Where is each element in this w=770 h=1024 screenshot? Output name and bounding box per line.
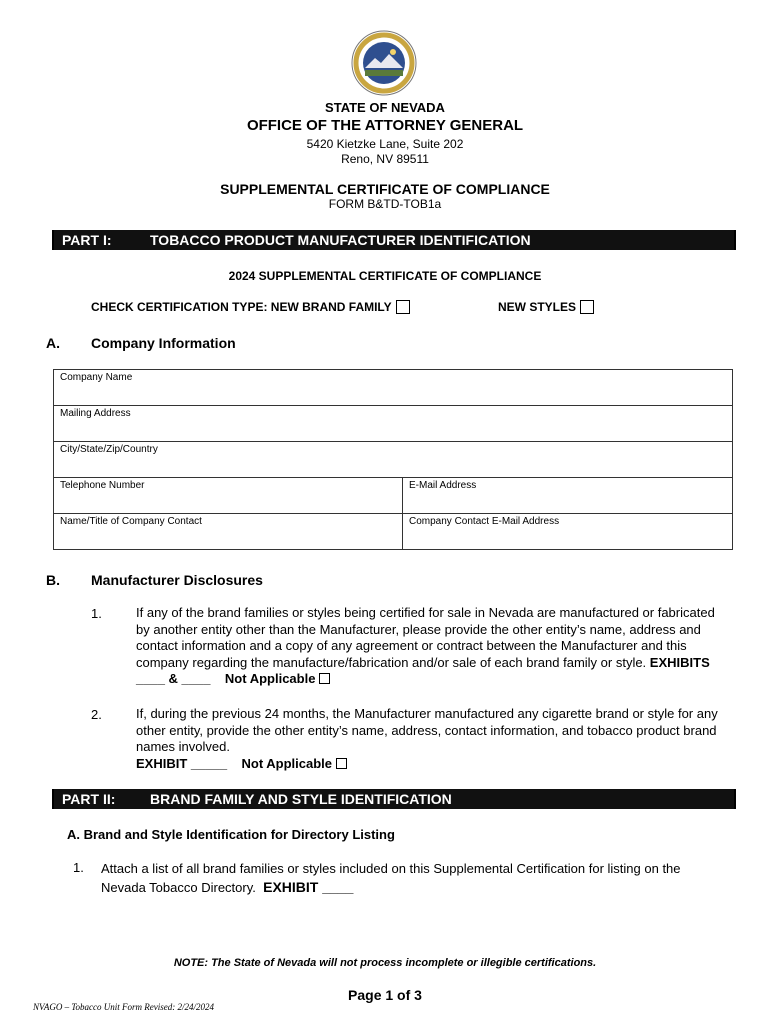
new-styles-label: NEW STYLES: [498, 300, 577, 314]
contact-name-label: Name/Title of Company Contact: [60, 516, 202, 527]
check-type-label: CHECK CERTIFICATION TYPE: NEW BRAND FAMILY: [91, 300, 392, 314]
address-line-1: 5420 Kietzke Lane, Suite 202: [306, 137, 464, 151]
note: NOTE: The State of Nevada will not process incomplete or illegible certifications.: [173, 957, 597, 969]
disclosure-1-text: If any of the brand families or styles being certified for sale in Nevada are manufactured or fabricated by another entity other than the Manufacturer, please provide the other entity’s name, address and contact information and a copy of any agreement or contract between the Manufacturer and this company regarding the manufacture/fabrication and/or sale of each brand family or style.: [136, 605, 715, 670]
part1-title: TOBACCO PRODUCT MANUFACTURER IDENTIFICATION: [150, 232, 531, 248]
part2-header-bar: [52, 789, 736, 809]
email-field[interactable]: [403, 478, 733, 514]
disclosure-1-exhibits: EXHIBITS ____ & ____: [136, 654, 710, 686]
disclosure-2-number: 2.: [91, 707, 102, 722]
telephone-field[interactable]: [54, 478, 403, 514]
part2-item-1-exhibit: EXHIBIT ____: [263, 879, 354, 895]
office-address: [0, 137, 770, 167]
telephone-label: Telephone Number: [60, 480, 145, 491]
part1-header-bar: [52, 230, 736, 250]
new-styles-checkbox[interactable]: [580, 300, 594, 314]
disclosure-2-not-applicable-checkbox[interactable]: [336, 758, 347, 769]
city-state-zip-field[interactable]: [54, 442, 733, 478]
contact-email-label: Company Contact E-Mail Address: [409, 516, 560, 527]
new-brand-family-checkbox[interactable]: [396, 300, 410, 314]
disclosure-1-number: 1.: [91, 606, 102, 621]
disclosure-2-text: If, during the previous 24 months, the Manufacturer manufactured any cigarette brand or style for any other entity, provide the other entity’s name, address, contact information, and tobacco product brand names involved.: [136, 706, 718, 754]
disclosure-2-exhibit: EXHIBIT _____: [136, 755, 228, 771]
part2-item-1-number: 1.: [73, 860, 84, 875]
part2-title: BRAND FAMILY AND STYLE IDENTIFICATION: [150, 791, 452, 807]
mailing-address-label: Mailing Address: [60, 408, 131, 419]
check-type-new-brand: [91, 300, 410, 314]
contact-email-field[interactable]: [403, 514, 733, 550]
mailing-address-field[interactable]: [54, 406, 733, 442]
disclosure-1-not-applicable-checkbox[interactable]: [319, 673, 330, 684]
part2-item-1-line2: Nevada Tobacco Directory.: [101, 880, 256, 895]
part2-subsection-a: A. Brand and Style Identification for Directory Listing: [67, 827, 395, 842]
form-number: FORM B&TD-TOB1a: [328, 197, 442, 211]
email-label: E-Mail Address: [409, 480, 477, 491]
section-b-letter: B.: [46, 572, 60, 588]
disclosure-2-not-applicable: Not Applicable: [241, 755, 333, 771]
part2-label: PART II:: [62, 791, 116, 807]
city-state-zip-label: City/State/Zip/Country: [60, 444, 158, 455]
page-number: Page 1 of 3: [348, 987, 422, 1003]
state-heading: STATE OF NEVADA: [325, 100, 445, 115]
part1-label: PART I:: [62, 232, 112, 248]
disclosure-1: [136, 605, 732, 688]
certificate-title: SUPPLEMENTAL CERTIFICATE OF COMPLIANCE: [220, 181, 550, 197]
disclosure-2: [136, 706, 732, 772]
section-a-letter: A.: [46, 335, 60, 351]
part1-subtitle: 2024 SUPPLEMENTAL CERTIFICATE OF COMPLIANCE: [228, 269, 542, 283]
check-type-new-styles: [498, 300, 594, 314]
footer-revision: NVAGO – Tobacco Unit Form Revised: 2/24/2024: [33, 1002, 214, 1012]
disclosure-1-not-applicable: Not Applicable: [224, 671, 316, 686]
part2-item-1-line1: Attach a list of all brand families or styles included on this Supplemental Certification for listing on the: [101, 861, 681, 876]
section-a-title: Company Information: [91, 335, 236, 351]
section-b-title: Manufacturer Disclosures: [91, 572, 263, 588]
part2-item-1: [101, 859, 731, 897]
company-name-field[interactable]: [54, 370, 733, 406]
nevada-seal-logo: [351, 30, 417, 96]
company-information-table: [53, 369, 733, 550]
company-name-label: Company Name: [60, 372, 133, 383]
office-heading: OFFICE OF THE ATTORNEY GENERAL: [246, 117, 524, 134]
address-line-2: Reno, NV 89511: [341, 152, 429, 166]
contact-name-field[interactable]: [54, 514, 403, 550]
